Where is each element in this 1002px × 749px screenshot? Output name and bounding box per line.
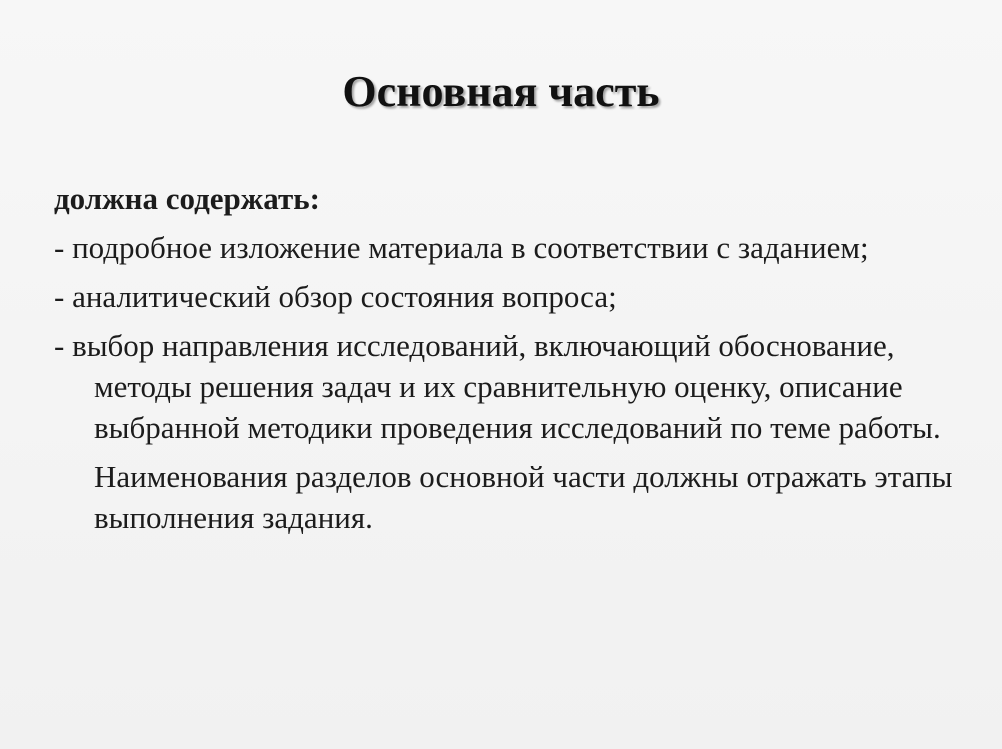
slide-title: Основная часть (342, 67, 660, 116)
closing-paragraph: Наименования разделов основной части должны отражать этапы выполнения задания. (94, 459, 953, 535)
list-item: - аналитический обзор состояния вопроса; (54, 279, 617, 314)
list-item: - подробное изложение материала в соответствии с заданием; (54, 230, 869, 265)
subheading: должна содержать: (54, 181, 320, 216)
list-item: - выбор направления исследований, включающий обоснование, методы решения задач и их сравнительную оценку, описание выбранной методики проведения исследований по теме работы. (54, 328, 941, 445)
slide-body (54, 178, 974, 538)
